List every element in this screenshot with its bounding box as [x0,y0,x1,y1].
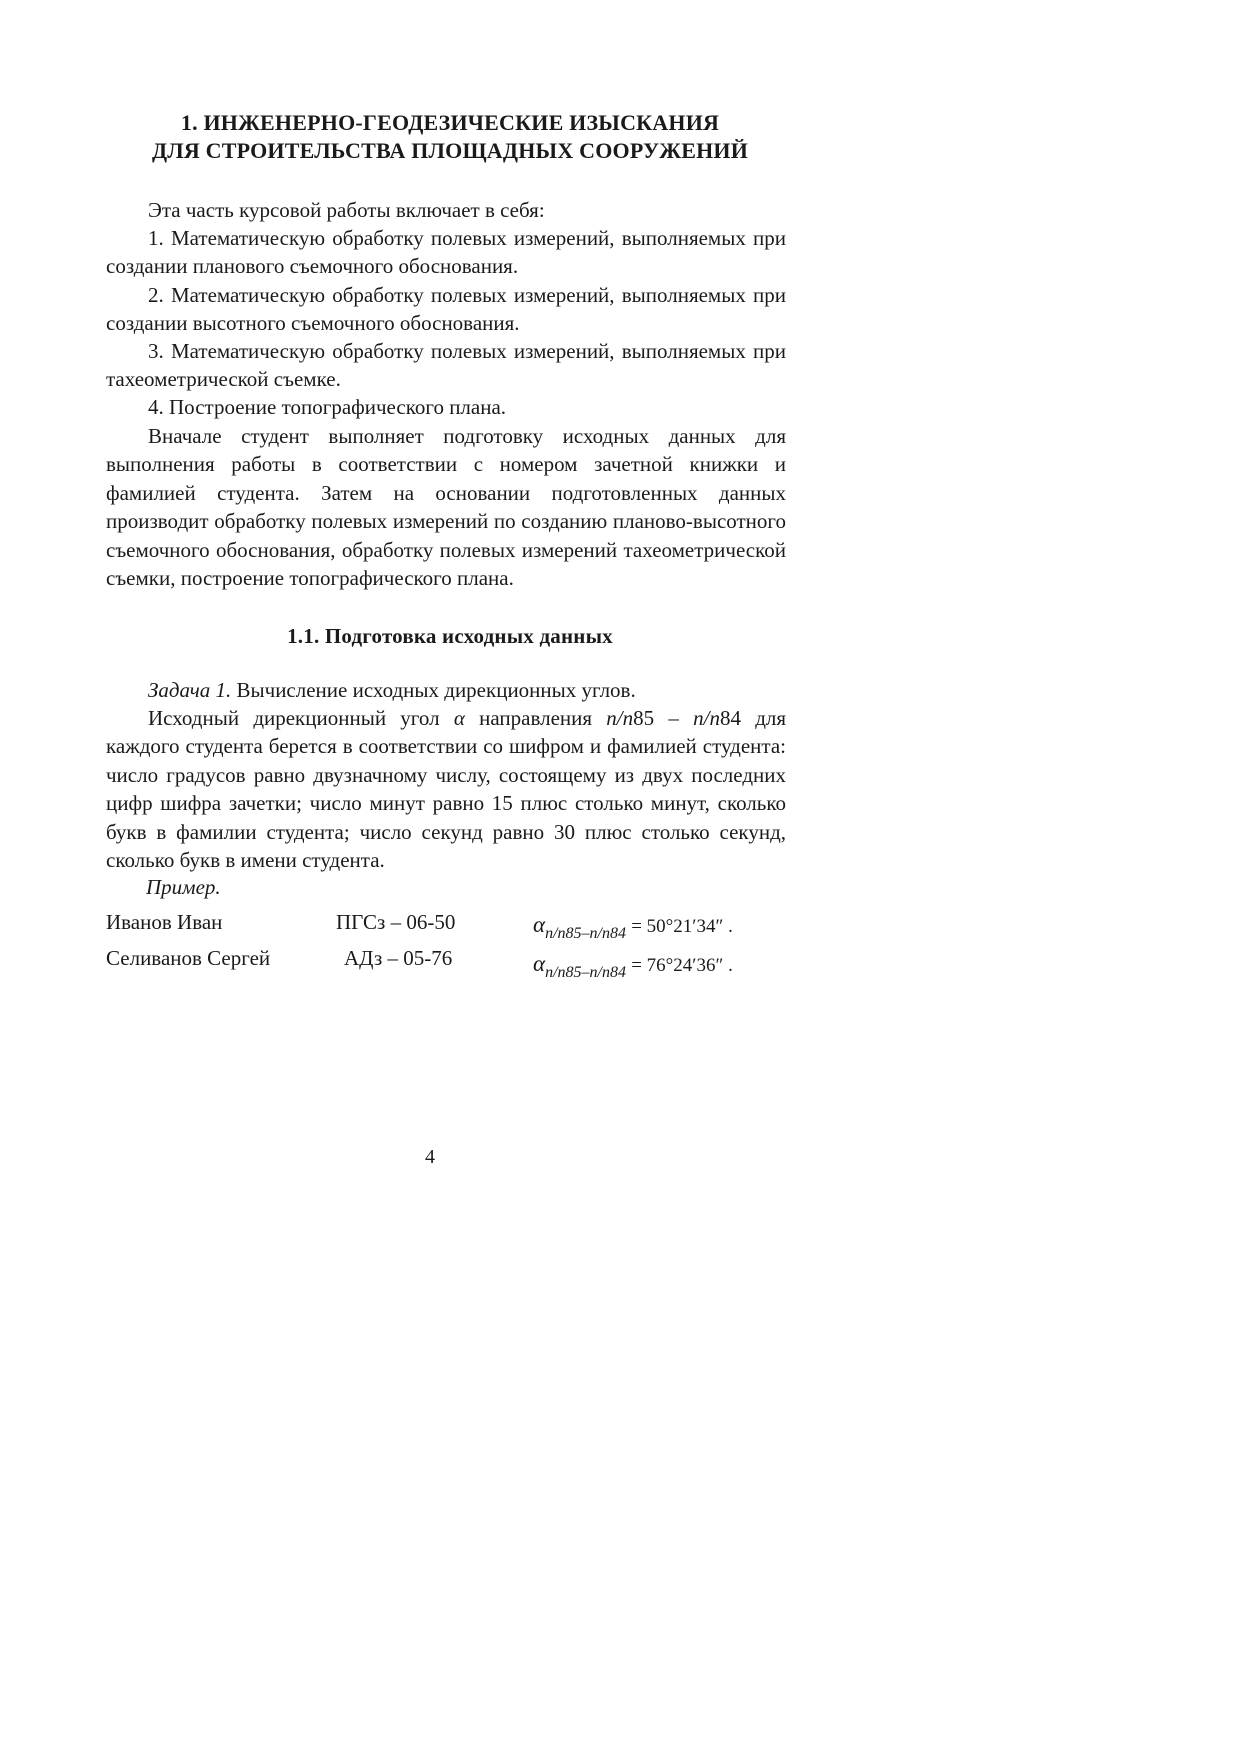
task-label: Задача 1. [148,678,232,702]
task-body-rest: для каждого студента берется в соответствии со шифром и фамилией студента: число градусов равно двузначному числу, состоящему из двух последних цифр шифра зачетки; число минут равно 15 плюс столько минут, сколько букв в фамилии студента; число секунд равно 30 плюс столько секунд, сколько букв в имени студента. [106,706,787,873]
direction-prefix-a: n/n [606,706,634,730]
example-label: Пример. [146,875,221,899]
intro-summary: Вначале студент выполняет подготовку исходных данных для выполнения работы в соответствии с номером зачетной книжки и фамилией студента. Затем на основании подготовленных данных производит обработку полевых измерений по созданию планово-высотного съемочного обоснования, обработку полевых измерений тахеометрической съемки, построение топографического плана. [106,424,786,591]
task-body [106,704,786,874]
task-text: Вычисление исходных дирекционных углов. [231,678,636,702]
chapter-title-line-1: 1. ИНЖЕНЕРНО-ГЕОДЕЗИЧЕСКИЕ ИЗЫСКАНИЯ [180,110,720,135]
intro-item-1: 1. Математическую обработку полевых измерений, выполняемых при создании планового съемочного обоснования. [106,226,786,279]
direction-number-b: 84 [719,706,741,730]
formula-value: = 76°24′36″ . [631,955,733,976]
page-number: 4 [425,1146,435,1168]
section-title: 1.1. Подготовка исходных данных [287,624,613,648]
example-2-code: АДз – 05-76 [344,946,453,970]
example-2-name: Селиванов Сергей [106,946,271,970]
formula-subscript: n/n85–n/n84 [545,925,626,942]
example-1-code: ПГСз – 06-50 [336,910,456,934]
example-1-formula [533,912,733,943]
formula-value: = 50°21′34″ . [631,916,733,937]
task-body-start: Исходный дирекционный угол [148,706,454,730]
alpha-symbol: α [453,706,465,730]
formula-subscript: n/n85–n/n84 [545,964,626,981]
task-heading [106,676,786,704]
example-1-name: Иванов Иван [106,910,223,934]
intro-item-3: 3. Математическую обработку полевых измерений, выполняемых при тахеометрической съемке. [106,339,786,392]
alpha-symbol: α [533,951,546,976]
intro-lead: Эта часть курсовой работы включает в себя: [148,198,545,222]
intro-item-2: 2. Математическую обработку полевых измерений, выполняемых при создании высотного съемочного обоснования. [106,283,786,336]
example-2-formula [533,951,733,982]
direction-prefix-b: n/n [693,706,720,730]
direction-number-a: 85 – [633,706,694,730]
intro-item-4: 4. Построение топографического плана. [148,395,507,419]
alpha-symbol: α [533,912,546,937]
chapter-title-line-2: ДЛЯ СТРОИТЕЛЬСТВА ПЛОЩАДНЫХ СООРУЖЕНИЙ [151,138,749,163]
task-body-mid: направления [464,706,607,730]
